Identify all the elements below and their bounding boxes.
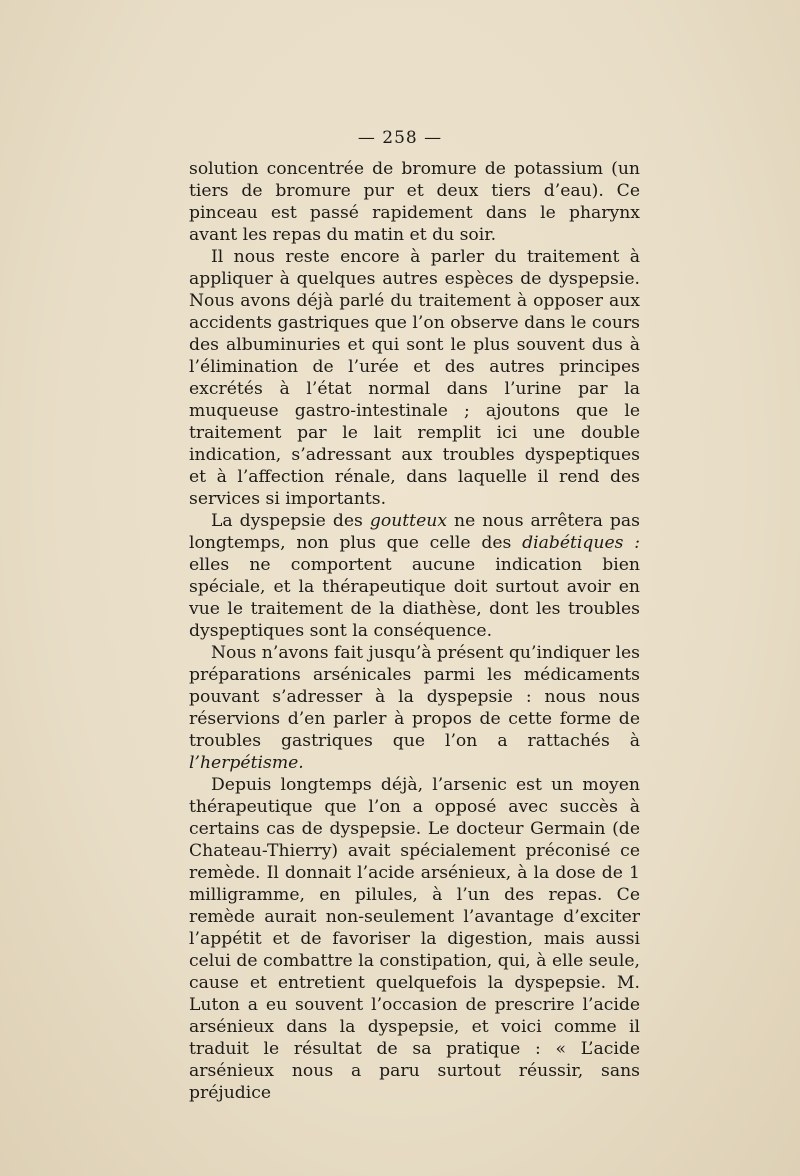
text-run: Depuis longtemps déjà, l’arsenic est un moyen thérapeutique que l’on a opposé avec succès à certains cas de dyspepsie. Le docteur Germain (de Chateau-Thierry) avait spécialement préconisé ce remède. Il donnait l’acide arsénieux, à la dose de 1 milligramme, en pilules, à l’un des repas. Ce remède aurait non-seulement l’avantage d’exciter l’appétit et de favoriser la digestion, mais aussi celui de combattre la constipation, qui, à elle seule, cause et entretient quelquefois la dyspepsie. M. Luton a eu souvent l’occasion de prescrire l’acide arsénieux dans la dyspepsie, et voici comme il traduit le résultat de sa pratique : « L’acide arsénieux nous a paru surtout réussir, sans préjudice [189,775,640,1103]
page-number: — 258 — [357,128,443,148]
text-run: ne nous arrêtera pas longtemps, non plus que celle des [189,511,640,553]
text-run: solution concentrée de bromure de potassium (un tiers de bromure pur et deux tiers d’eau). Ce pinceau est passé rapidement dans le pharynx avant les repas du matin et du soir. [189,159,640,245]
paragraph [189,510,640,642]
italic-text: l’herpétisme. [189,753,304,773]
paragraph [189,246,640,510]
body-text [189,158,640,1104]
text-run: elles ne comportent aucune indication bien spéciale, et la thérapeutique doit surtout avoir en vue le traitement de la diathèse, dont les troubles dyspeptiques sont la conséquence. [189,555,640,641]
italic-text: diabétiques : [522,533,640,553]
paragraph [189,158,640,246]
text-run: La dyspepsie des [211,511,370,531]
text-run: Nous n’avons fait jusqu’à présent qu’indiquer les préparations arsénicales parmi les médicaments pouvant s’adresser à la dyspepsie : nous nous réservions d’en parler à propos de cette forme de troubles gastriques que l’on a rattachés à [189,643,640,751]
text-run: Il nous reste encore à parler du traitement à appliquer à quelques autres espèces de dyspepsie. Nous avons déjà parlé du traitement à opposer aux accidents gastriques que l’on observe dans le cours des albuminuries et qui sont le plus souvent dus à l’élimination de l’urée et des autres principes excrétés à l’état normal dans l’urine par la muqueuse gastro-intestinale ; ajoutons que le traitement par le lait remplit ici une double indication, s’adressant aux troubles dyspeptiques et à l’affection rénale, dans laquelle il rend des services si importants. [189,247,640,509]
italic-text: goutteux [369,511,448,531]
paragraph [189,642,640,774]
paragraph [189,774,640,1104]
